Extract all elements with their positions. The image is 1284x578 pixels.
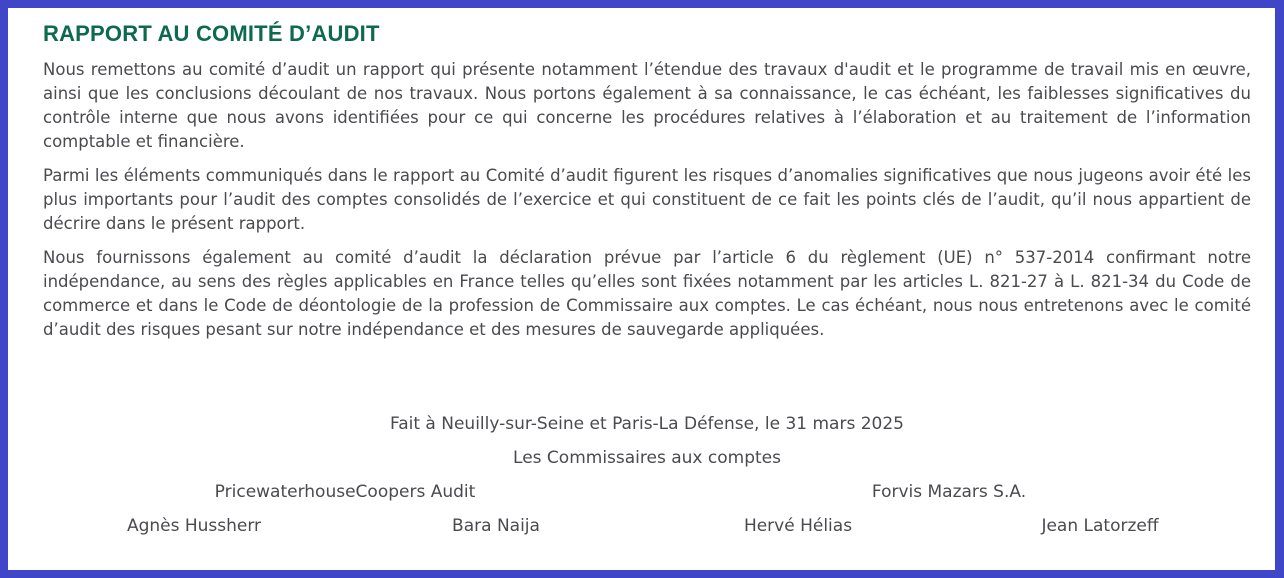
firm-pwc: PricewaterhouseCoopers Audit (214, 482, 476, 502)
paragraph-key-audit-matters: Parmi les éléments communiqués dans le rapport au Comité d’audit figurent les risques d’anomalies significatives que nous jugeons avoir été les plus importants pour l’audit des comptes consolidés de l’exercice et qui constituent de ce fait les points clés de l’audit, qu’il nous appartient de décrire dans le présent rapport. (43, 166, 1251, 233)
signatory-2: Bara Naija (452, 516, 540, 536)
signature-place-date: Fait à Neuilly-sur-Seine et Paris-La Défense, le 31 mars 2025 (390, 414, 904, 434)
report-section (43, 18, 1251, 352)
paragraph-independence: Nous fournissons également au comité d’audit la déclaration prévue par l’article 6 du règlement (UE) n° 537-2014 confirmant notre indépendance, au sens des règles applicables en France telles qu’elles sont fixées notamment par les articles L. 821-27 à L. 821-34 du Code de commerce et dans le Code de déontologie de la profession de Commissaire aux comptes. Le cas échéant, nous nous entretenons avec le comité d’audit des risques pesant sur notre indépendance et des mesures de sauvegarde appliquées. (43, 248, 1251, 339)
signatory-4: Jean Latorzeff (1041, 516, 1159, 536)
firm-forvis-mazars: Forvis Mazars S.A. (871, 482, 1027, 502)
signatory-3: Hervé Hélias (743, 516, 853, 536)
signatory-1: Agnès Hussherr (126, 516, 262, 536)
section-title: RAPPORT AU COMITÉ D’AUDIT (43, 21, 380, 46)
paragraph-report-content: Nous remettons au comité d’audit un rapport qui présente notamment l’étendue des travaux d'audit et le programme de travail mis en œuvre, ainsi que les conclusions découlant de nos travaux. Nous portons également à sa connaissance, le cas échéant, les faiblesses significatives du contrôle interne que nous avons identifiées pour ce qui concerne les procédures relatives à l’élaboration et au traitement de l’information comptable et financière. (43, 60, 1251, 151)
signature-role: Les Commissaires aux comptes (513, 448, 781, 468)
